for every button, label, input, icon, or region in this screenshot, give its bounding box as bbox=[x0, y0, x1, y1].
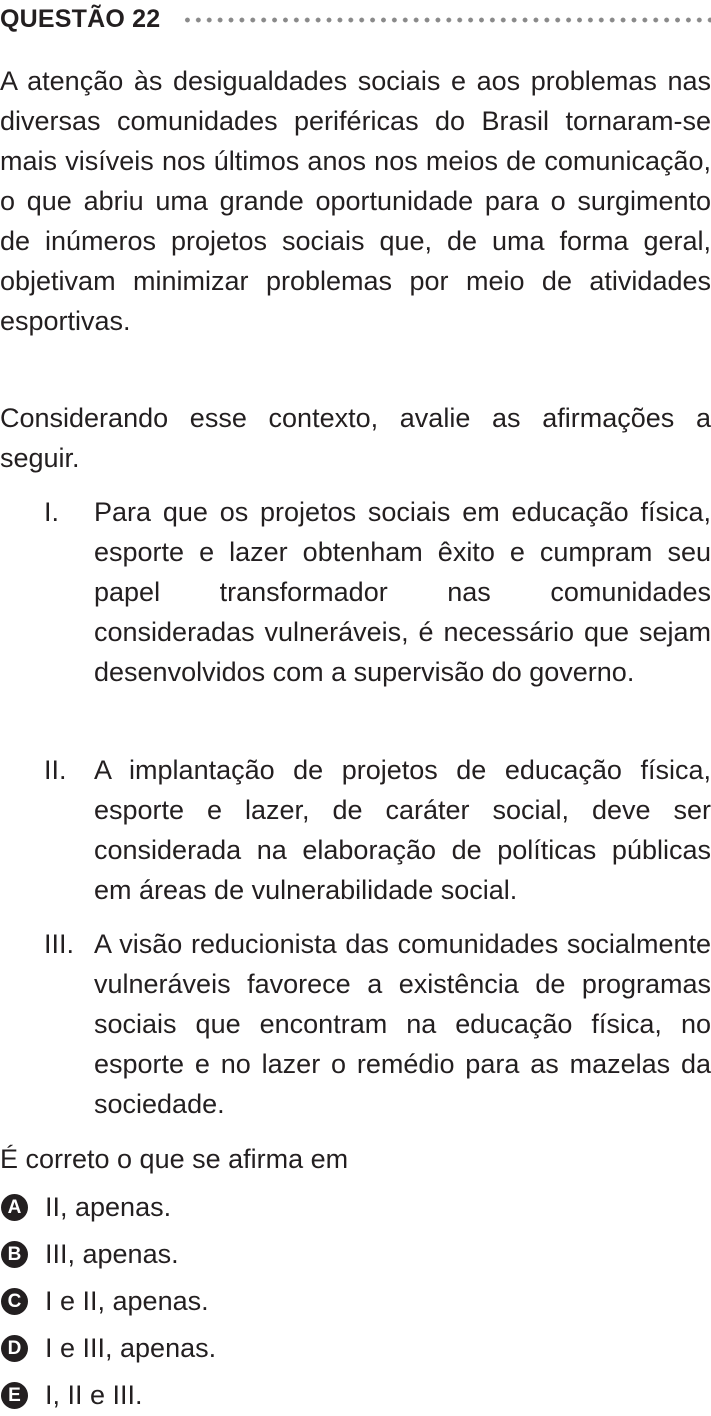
option-text: II, apenas. bbox=[45, 1191, 172, 1222]
statement-number: II. bbox=[44, 755, 67, 785]
statement-number: III. bbox=[44, 929, 75, 959]
statement-number: I. bbox=[44, 497, 60, 527]
option-letter-badge: C bbox=[1, 1288, 28, 1315]
option-letter-badge: A bbox=[1, 1194, 28, 1221]
answer-option-d[interactable] bbox=[0, 1328, 216, 1368]
option-text: I, II e III. bbox=[45, 1379, 143, 1410]
answer-option-c[interactable] bbox=[0, 1281, 209, 1321]
option-letter-badge: D bbox=[1, 1335, 28, 1362]
statement-text: A implantação de projetos de educação física, esporte e lazer, de caráter social, deve ser considerada na elaboração de políticas públicas em áreas de vulnerabilidade social. bbox=[94, 755, 711, 905]
option-letter-badge: B bbox=[1, 1241, 28, 1268]
option-letter-badge: E bbox=[1, 1382, 28, 1409]
answer-option-e[interactable] bbox=[0, 1375, 143, 1415]
option-text: I e II, apenas. bbox=[45, 1285, 209, 1316]
statement-text: A visão reducionista das comunidades socialmente vulneráveis favorece a existência de programas sociais que encontram na educação física, no esporte e no lazer o remédio para as mazelas da sociedade. bbox=[94, 929, 711, 1119]
question-stem: É correto o que se afirma em bbox=[0, 1144, 349, 1174]
question-title: QUESTÃO 22 bbox=[0, 4, 161, 33]
context-paragraph: A atenção às desigualdades sociais e aos problemas nas diversas comunidades periféricas do Brasil tornaram-se mais visíveis nos últimos anos nos meios de comunicação, o que abriu uma grande oportunidade para o surgimento de inúmeros projetos sociais que, de uma forma geral, objetivam minimizar problemas por meio de atividades esportivas. bbox=[0, 66, 711, 336]
instruction-paragraph: Considerando esse contexto, avalie as afirmações a seguir. bbox=[0, 403, 711, 473]
answer-option-a[interactable] bbox=[0, 1187, 171, 1227]
dotted-divider bbox=[182, 17, 711, 23]
option-text: III, apenas. bbox=[45, 1238, 179, 1269]
statement-text: Para que os projetos sociais em educação física, esporte e lazer obtenham êxito e cumpram seu papel transformador nas comunidades consideradas vulneráveis, é necessário que sejam desenvolvidos com a supervisão do governo. bbox=[94, 497, 711, 687]
question-header bbox=[0, 2, 711, 36]
option-text: I e III, apenas. bbox=[45, 1332, 217, 1363]
answer-option-b[interactable] bbox=[0, 1234, 179, 1274]
